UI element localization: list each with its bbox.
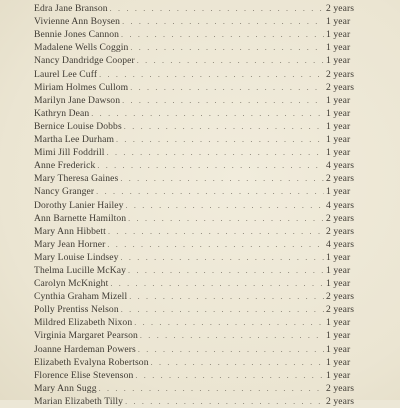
member-term: 4 years	[326, 238, 355, 250]
list-item	[34, 343, 364, 356]
list-item	[34, 15, 364, 28]
member-term: 2 years	[326, 212, 355, 224]
list-item	[34, 225, 364, 238]
member-name: Marian Elizabeth Tilly	[34, 395, 124, 407]
member-name: Elizabeth Evalyna Robertson	[34, 356, 149, 368]
list-item	[34, 28, 364, 41]
member-term: 1 year	[326, 330, 351, 342]
list-item	[34, 290, 364, 303]
member-name: Nancy Granger	[34, 186, 95, 198]
dot-leader	[99, 382, 324, 395]
member-name: Madalene Wells Coggin	[34, 42, 129, 54]
member-name: Anne Frederick	[34, 160, 96, 172]
member-name: Vivienne Ann Boysen	[34, 16, 121, 28]
dot-leader	[128, 264, 324, 277]
member-name: Bernice Louise Dobbs	[34, 120, 122, 132]
member-term: 1 year	[326, 16, 351, 28]
member-term: 4 years	[326, 199, 355, 211]
dot-leader	[107, 238, 324, 251]
dot-leader	[116, 133, 324, 146]
member-name: Polly Prentiss Nelson	[34, 304, 119, 316]
member-term: 2 years	[326, 395, 355, 407]
member-name: Virginia Margaret Pearson	[34, 330, 138, 342]
dot-leader	[130, 41, 324, 54]
member-term: 1 year	[326, 55, 351, 67]
dot-leader	[151, 356, 324, 369]
member-name: Martha Lee Durham	[34, 134, 115, 146]
member-name: Dorothy Lanier Hailey	[34, 199, 124, 211]
member-name: Marilyn Jane Dawson	[34, 94, 121, 106]
member-name: Cynthia Graham Mizell	[34, 291, 128, 303]
list-item	[34, 133, 364, 146]
dot-leader	[122, 94, 324, 107]
member-term: 1 year	[326, 120, 351, 132]
dot-leader	[125, 199, 324, 212]
dot-leader	[110, 277, 324, 290]
dot-leader	[99, 68, 324, 81]
member-term: 1 year	[326, 317, 351, 329]
list-item	[34, 199, 364, 212]
dot-leader	[122, 15, 324, 28]
member-name: Thelma Lucille McKay	[34, 264, 127, 276]
member-name: Mary Ann Sugg	[34, 382, 97, 394]
member-term: 1 year	[326, 29, 351, 41]
member-term: 1 year	[326, 107, 351, 119]
member-term: 1 year	[326, 369, 351, 381]
dot-leader	[96, 185, 324, 198]
dot-leader	[125, 395, 324, 408]
member-name: Carolyn McKnight	[34, 278, 109, 290]
list-item	[34, 316, 364, 329]
member-name: Nancy Dandridge Cooper	[34, 55, 135, 67]
list-item	[34, 185, 364, 198]
dot-leader	[129, 290, 324, 303]
member-name: Mary Theresa Gaines	[34, 173, 119, 185]
member-name: Mildred Elizabeth Nixon	[34, 317, 133, 329]
dot-leader	[107, 146, 324, 159]
member-name: Ann Barnette Hamilton	[34, 212, 127, 224]
list-item	[34, 107, 364, 120]
list-item	[34, 251, 364, 264]
dot-leader	[121, 251, 325, 264]
dot-leader	[135, 369, 324, 382]
list-item	[34, 238, 364, 251]
list-item	[34, 159, 364, 172]
dot-leader	[138, 343, 324, 356]
member-term: 2 years	[326, 382, 355, 394]
member-term: 1 year	[326, 134, 351, 146]
member-term: 1 year	[326, 186, 351, 198]
member-term: 2 years	[326, 68, 355, 80]
dot-leader	[91, 107, 324, 120]
dot-leader	[130, 81, 324, 94]
dot-leader	[134, 316, 324, 329]
member-term: 2 years	[326, 304, 355, 316]
list-item	[34, 172, 364, 185]
member-name: Laurel Lee Cuff	[34, 68, 98, 80]
member-term: 2 years	[326, 225, 355, 237]
list-item	[34, 369, 364, 382]
dot-leader	[108, 225, 324, 238]
list-item	[34, 382, 364, 395]
dot-leader	[121, 303, 324, 316]
member-name: Florence Elise Stevenson	[34, 369, 134, 381]
dot-leader	[110, 2, 324, 15]
dot-leader	[120, 172, 324, 185]
list-item	[34, 395, 364, 408]
list-item	[34, 277, 364, 290]
list-item	[34, 356, 364, 369]
member-name: Miriam Holmes Cullom	[34, 81, 129, 93]
list-item	[34, 81, 364, 94]
member-term: 1 year	[326, 147, 351, 159]
member-term: 4 years	[326, 160, 355, 172]
member-term: 1 year	[326, 251, 351, 263]
list-item	[34, 329, 364, 342]
dot-leader	[140, 329, 324, 342]
list-item	[34, 303, 364, 316]
dot-leader	[124, 120, 324, 133]
list-item	[34, 41, 364, 54]
member-name: Mary Louise Lindsey	[34, 251, 119, 263]
member-term: 2 years	[326, 173, 355, 185]
member-name: Edra Jane Branson	[34, 3, 108, 15]
member-term: 1 year	[326, 343, 351, 355]
member-name: Joanne Hardeman Powers	[34, 343, 136, 355]
member-term: 1 year	[326, 94, 351, 106]
member-name: Kathryn Dean	[34, 107, 90, 119]
member-name: Mimi Jill Foddrill	[34, 147, 105, 159]
dot-leader	[137, 54, 324, 67]
dot-leader	[97, 159, 324, 172]
member-name: Mary Ann Hibbett	[34, 225, 106, 237]
member-term: 2 years	[326, 81, 355, 93]
dot-leader	[128, 212, 324, 225]
list-item	[34, 264, 364, 277]
member-term: 1 year	[326, 278, 351, 290]
member-term: 1 year	[326, 264, 351, 276]
list-item	[34, 94, 364, 107]
list-item	[34, 146, 364, 159]
list-item	[34, 2, 364, 15]
dot-leader	[121, 28, 324, 41]
list-item	[34, 68, 364, 81]
member-name: Mary Jean Horner	[34, 238, 106, 250]
list-item	[34, 54, 364, 67]
member-term: 1 year	[326, 42, 351, 54]
list-item	[34, 212, 364, 225]
member-list	[34, 0, 364, 408]
list-item	[34, 120, 364, 133]
member-term: 2 years	[326, 3, 355, 15]
member-term: 1 year	[326, 356, 351, 368]
member-name: Bennie Jones Cannon	[34, 29, 120, 41]
member-term: 2 years	[326, 291, 355, 303]
